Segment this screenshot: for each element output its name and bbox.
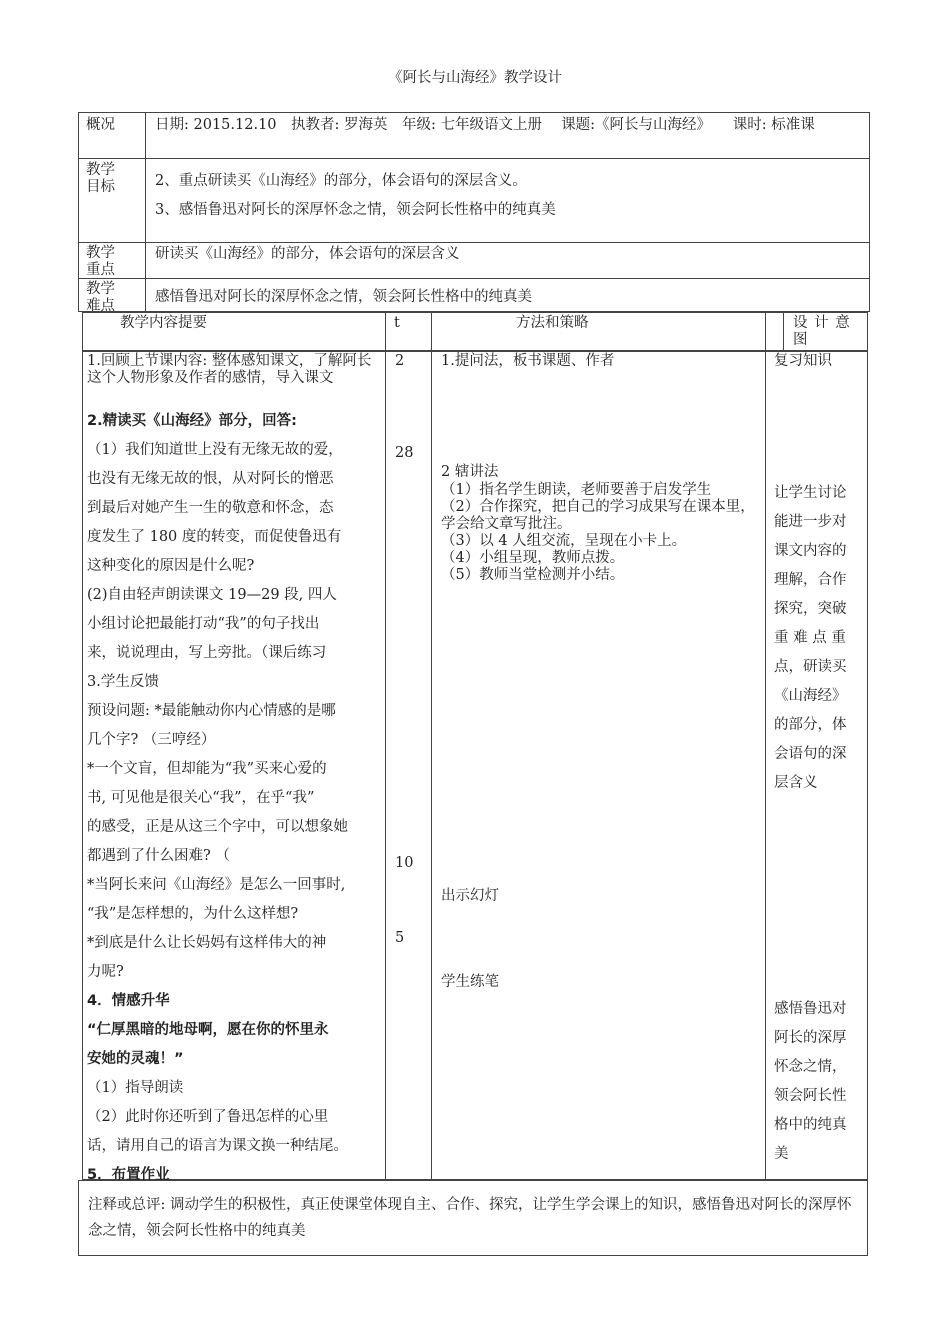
key-point-label: 教学重点: [86, 245, 115, 278]
difficulty-label: 教学难点: [86, 281, 115, 314]
content-line: 也没有无缘无故的恨，从对阿长的憎恶: [87, 471, 334, 487]
content-line: 预设问题: *最能触动你内心情感的是哪: [87, 703, 336, 719]
content-line: 这种变化的原因是什么呢?: [87, 558, 255, 574]
content-line: 都遇到了什么困难? （: [87, 848, 230, 864]
method-2-item: （3）以 4 人组交流，呈现在小卡上。: [441, 533, 687, 549]
content-item-4-title: 4．情感升华: [87, 993, 170, 1009]
content-sub-2-line-2: 话，请用自己的语言为课文换一种结尾。: [87, 1138, 348, 1154]
intent-line: 领会阿长性: [774, 1088, 847, 1104]
intent-line: 感悟鲁迅对: [774, 1001, 847, 1017]
content-line: 来，说说理由，写上旁批。（课后练习: [87, 645, 327, 661]
intent-line: 会语句的深: [774, 746, 847, 762]
time-value: 2: [395, 353, 405, 369]
intent-line: 让学生讨论: [774, 485, 847, 501]
content-line: (2)自由轻声朗读课文 19—29 段, 四人: [87, 587, 337, 603]
intent-line: 阿长的深厚: [774, 1030, 847, 1046]
info-table-divider: [145, 112, 146, 312]
method-2-item: （4）小组呈现，教师点拨。: [441, 550, 625, 566]
quote-line-1: “仁厚黑暗的地母啊，愿在你的怀里永: [87, 1022, 329, 1038]
method-4: 学生练笔: [441, 974, 499, 990]
intent-line: 层含义: [774, 775, 818, 791]
header-method: 方法和策略: [516, 315, 589, 331]
time-value: 28: [395, 445, 414, 461]
content-line: 3.学生反馈: [87, 674, 159, 690]
content-line: “我”是怎样想的，为什么这样想?: [87, 906, 299, 922]
content-lines: [87, 436, 383, 1190]
method-1: 1.提问法，板书课题、作者: [441, 353, 615, 369]
quote-line-2: 安她的灵魂！”: [87, 1051, 184, 1067]
header-time: t: [394, 315, 400, 331]
content-line: *到底是什么让长妈妈有这样伟大的神: [87, 935, 327, 951]
goals-label: 教学目标: [86, 162, 115, 195]
content-line: 几个字? （三哼经）: [87, 732, 216, 748]
time-value: 5: [395, 930, 405, 946]
header-intent: 设 计 意图: [793, 315, 851, 348]
goal-line-3: 3、感悟鲁迅对阿长的深厚怀念之情，领会阿长性格中的纯真美: [155, 202, 556, 218]
key-point-text: 研读买《山海经》的部分，体会语句的深层含义: [155, 246, 460, 262]
intent-line: 点，研读买: [774, 659, 847, 675]
content-line: *当阿长来问《山海经》是怎么一回事时,: [87, 877, 346, 893]
method-3: 出示幻灯: [441, 888, 499, 904]
intent-line: 《山海经》: [774, 688, 847, 704]
intent-line: 能进一步对: [774, 514, 847, 530]
content-line: 的感受，正是从这三个字中，可以想象她: [87, 819, 348, 835]
method-2-item: （1）指名学生朗读，老师要善于启发学生: [441, 482, 712, 498]
intent-line: 理解，合作: [774, 572, 847, 588]
time-value: 10: [395, 855, 414, 871]
goal-line-2: 2、重点研读买《山海经》的部分，体会语句的深层含义。: [155, 173, 527, 189]
intent-2: [774, 479, 864, 798]
overview-label: 概况: [86, 117, 115, 133]
intent-line: 格中的纯真: [774, 1117, 847, 1133]
intent-1: 复习知识: [774, 353, 832, 369]
content-line: *一个文盲，但却能为“我”买来心爱的: [87, 761, 327, 777]
intent-line: 探究，突破: [774, 601, 847, 617]
content-item-5-title: 5．布置作业: [87, 1167, 170, 1183]
content-item-1: 1.回顾上节课内容: 整体感知课文，了解阿长这个人物形象及作者的感情，导入课文: [87, 353, 372, 386]
method-2-list: [441, 482, 757, 584]
intent-3: [774, 995, 864, 1169]
method-2-item: （5）教师当堂检测并小结。: [441, 567, 625, 583]
content-line: 到最后对她产生一生的敬意和怀念，态: [87, 500, 334, 516]
intent-line: 重 难 点 重: [774, 630, 846, 646]
intent-line: 的部分，体: [774, 717, 847, 733]
content-line: 度发生了 180 度的转变，而促使鲁迅有: [87, 529, 342, 545]
content-line: 小组讨论把最能打动“我”的句子找出: [87, 616, 320, 632]
content-sub-2-line-1: （2）此时你还听到了鲁迅怎样的心里: [87, 1109, 329, 1125]
difficulty-text: 感悟鲁迅对阿长的深厚怀念之情，领会阿长性格中的纯真美: [155, 289, 532, 305]
document-title: 《阿长与山海经》教学设计: [388, 70, 562, 86]
content-sub-1: （1）指导朗读: [87, 1080, 184, 1096]
method-2-title: 2 辖讲法: [441, 464, 499, 480]
method-2-item: （2）合作探究，把自己的学习成果写在课本里，学会给文章写批注。: [441, 499, 755, 532]
content-line: （1）我们知道世上没有无缘无故的爱，: [87, 442, 343, 458]
intent-line: 课文内容的: [774, 543, 847, 559]
overview-text: 日期: 2015.12.10 执教者: 罗海英 年级: 七年级语文上册 课题:《阿长与山海经》 课时: 标准课: [155, 117, 815, 133]
intent-line: 怀念之情，: [774, 1059, 847, 1075]
header-content: 教学内容提要: [120, 315, 207, 331]
content-line: 力呢?: [87, 964, 124, 980]
content-item-2-title: 2.精读买《山海经》部分，回答:: [87, 413, 297, 429]
comment-text: 注释或总评: 调动学生的积极性，真正使课堂体现自主、合作、探究，让学生学会课上的知识，感悟鲁迅对阿长的深厚怀念之情，领会阿长性格中的纯真美: [88, 1197, 852, 1239]
intent-line: 美: [774, 1146, 789, 1162]
content-line: 书, 可见他是很关心“我”，在乎“我”: [87, 790, 315, 806]
